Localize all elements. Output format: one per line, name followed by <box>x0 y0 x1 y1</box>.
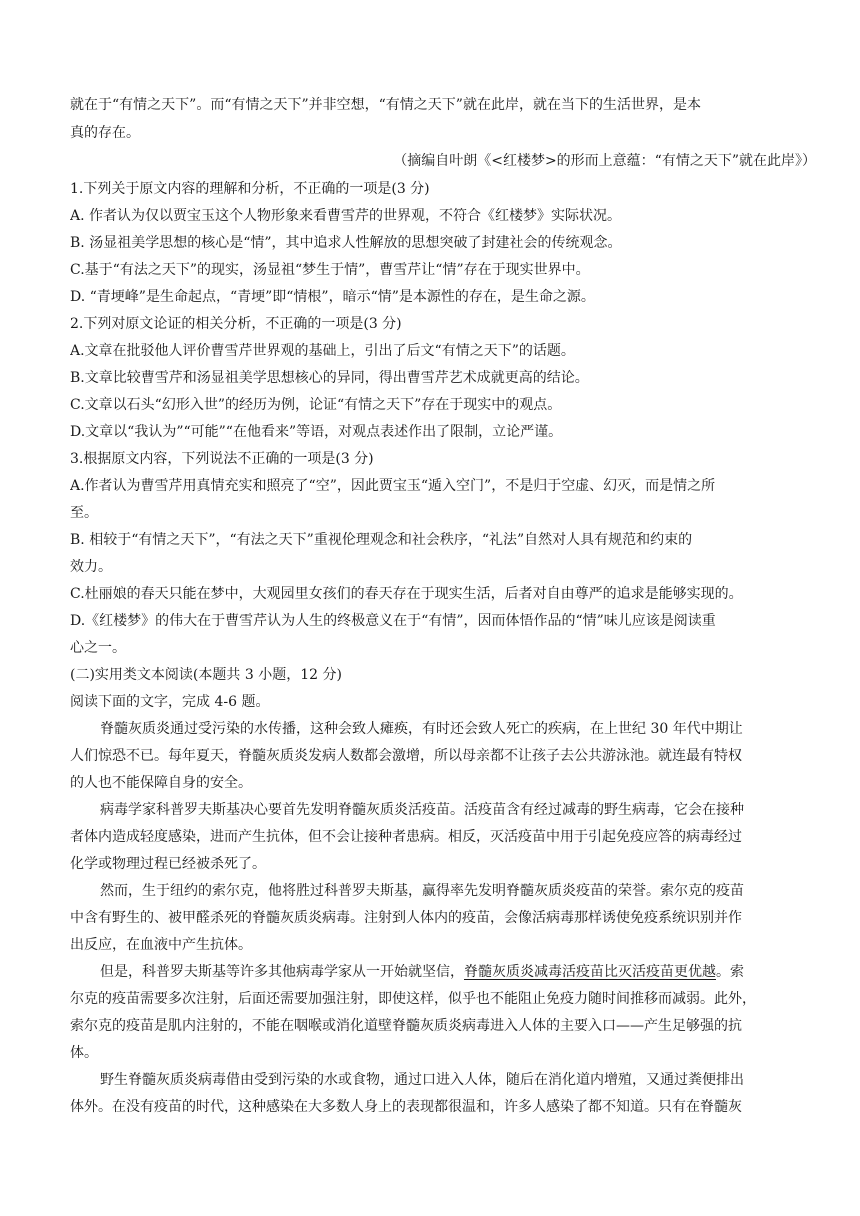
passage-line: 真的存在。 <box>70 125 140 141</box>
source-citation: （摘编自叶朗《<红楼梦>的形而上意蕴：“有情之天下”就在此岸》） <box>393 153 816 169</box>
section-instruction: 阅读下面的文字，完成 4-6 题。 <box>70 694 270 710</box>
article-line: 尔克的疫苗需要多次注射，后面还需要加强注射，即使这样，似乎也不能阻止免疫力随时间推移而减弱。此外， <box>70 991 756 1007</box>
question-2-option-b: B.文章比较曹雪芹和汤显祖美学思想核心的异同，得出曹雪芹艺术成就更高的结论。 <box>70 370 589 386</box>
article-text: 但是，科普罗夫斯基等许多其他病毒学家从一开始就坚信， <box>100 964 464 980</box>
question-1-stem: 1.下列关于原文内容的理解和分析，不正确的一项是(3 分) <box>70 181 430 197</box>
article-line: 的人也不能保障自身的安全。 <box>70 775 252 791</box>
question-1-option-d: D. “青埂峰”是生命起点，“青埂”即“情根”，暗示“情”是本源性的存在，是生命之源。 <box>70 289 595 305</box>
question-2-option-d: D.文章以“我认为”“可能”“在他看来”等语，对观点表述作出了限制，立论严谨。 <box>70 424 563 440</box>
question-3-option-a-cont: 至。 <box>70 505 98 521</box>
article-line: 体。 <box>70 1045 98 1061</box>
question-3-option-b: B. 相较于“有情之天下”，“有法之天下”重视伦理观念和社会秩序，“礼法”自然对人具有规范和约束的 <box>70 532 693 548</box>
section-heading: (二)实用类文本阅读(本题共 3 小题，12 分) <box>70 667 342 683</box>
question-2-option-a: A.文章在批驳他人评价曹雪芹世界观的基础上，引出了后文“有情之天下”的话题。 <box>70 343 575 359</box>
article-line: 然而，生于纽约的索尔克，他将胜过科普罗夫斯基，赢得率先发明脊髓灰质炎疫苗的荣誉。索尔克的疫苗 <box>100 883 744 899</box>
article-line: 人们惊恐不已。每年夏天，脊髓灰质炎发病人数都会激增，所以母亲都不让孩子去公共游泳池。就连最有特权 <box>70 748 742 764</box>
article-text: 。索 <box>716 964 744 980</box>
question-3-option-d-cont: 心之一。 <box>70 640 126 656</box>
article-line: 中含有野生的、被甲醛杀死的脊髓灰质炎病毒。注射到人体内的疫苗，会像活病毒那样诱使免疫系统识别并作 <box>70 910 742 926</box>
question-3-option-a: A.作者认为曹雪芹用真情充实和照亮了“空”，因此贾宝玉“遁入空门”，不是归于空虚、幻灭，而是情之所 <box>70 478 716 494</box>
article-line: 脊髓灰质炎通过受污染的水传播，这种会致人瘫痪，有时还会致人死亡的疾病，在上世纪 30 年代中期让 <box>100 721 743 737</box>
article-line: 者体内造成轻度感染，进而产生抗体，但不会让接种者患病。相反，灭活疫苗中用于引起免疫应答的病毒经过 <box>70 829 742 845</box>
article-line: 体外。在没有疫苗的时代，这种感染在大多数人身上的表现都很温和，许多人感染了都不知道。只有在脊髓灰 <box>70 1099 742 1115</box>
article-line: 野生脊髓灰质炎病毒借由受到污染的水或食物，通过口进入人体，随后在消化道内增殖，又通过粪便排出 <box>100 1072 744 1088</box>
question-2-stem: 2.下列对原文论证的相关分析，不正确的一项是(3 分) <box>70 316 402 332</box>
article-line: 病毒学家科普罗夫斯基决心要首先发明脊髓灰质炎活疫苗。活疫苗含有经过减毒的野生病毒，它会在接种 <box>100 802 744 818</box>
question-3-option-d: D.《红楼梦》的伟大在于曹雪芹认为人生的终极意义在于“有情”，因而体悟作品的“情”味儿应该是阅读重 <box>70 613 716 629</box>
article-line: 化学或物理过程已经被杀死了。 <box>70 856 266 872</box>
article-line <box>100 962 794 982</box>
question-2-option-c: C.文章以石头“幻形入世”的经历为例，论证“有情之天下”存在于现实中的观点。 <box>70 397 562 413</box>
question-3-option-b-cont: 效力。 <box>70 559 112 575</box>
article-line: 出反应，在血液中产生抗体。 <box>70 937 252 953</box>
question-3-option-c: C.杜丽娘的春天只能在梦中，大观园里女孩们的春天存在于现实生活，后者对自由尊严的追求是能够实现的。 <box>70 586 743 602</box>
article-line: 索尔克的疫苗是肌内注射的，不能在咽喉或消化道壁脊髓灰质炎病毒进入人体的主要入口——产生足够强的抗 <box>70 1018 742 1034</box>
question-3-stem: 3.根据原文内容，下列说法不正确的一项是(3 分) <box>70 451 374 467</box>
underlined-claim: 脊髓灰质炎减毒活疫苗比灭活疫苗更优越 <box>464 964 716 980</box>
passage-line: 就在于“有情之天下”。而“有情之天下”并非空想，“有情之天下”就在此岸，就在当下的生活世界，是本 <box>70 97 701 113</box>
question-1-option-a: A. 作者认为仅以贾宝玉这个人物形象来看曹雪芹的世界观，不符合《红楼梦》实际状况。 <box>70 208 622 224</box>
question-1-option-c: C.基于“有法之天下”的现实，汤显祖“梦生于情”，曹雪芹让“情”存在于现实世界中。 <box>70 262 590 278</box>
question-1-option-b: B. 汤显祖美学思想的核心是“情”，其中追求人性解放的思想突破了封建社会的传统观念。 <box>70 235 622 251</box>
